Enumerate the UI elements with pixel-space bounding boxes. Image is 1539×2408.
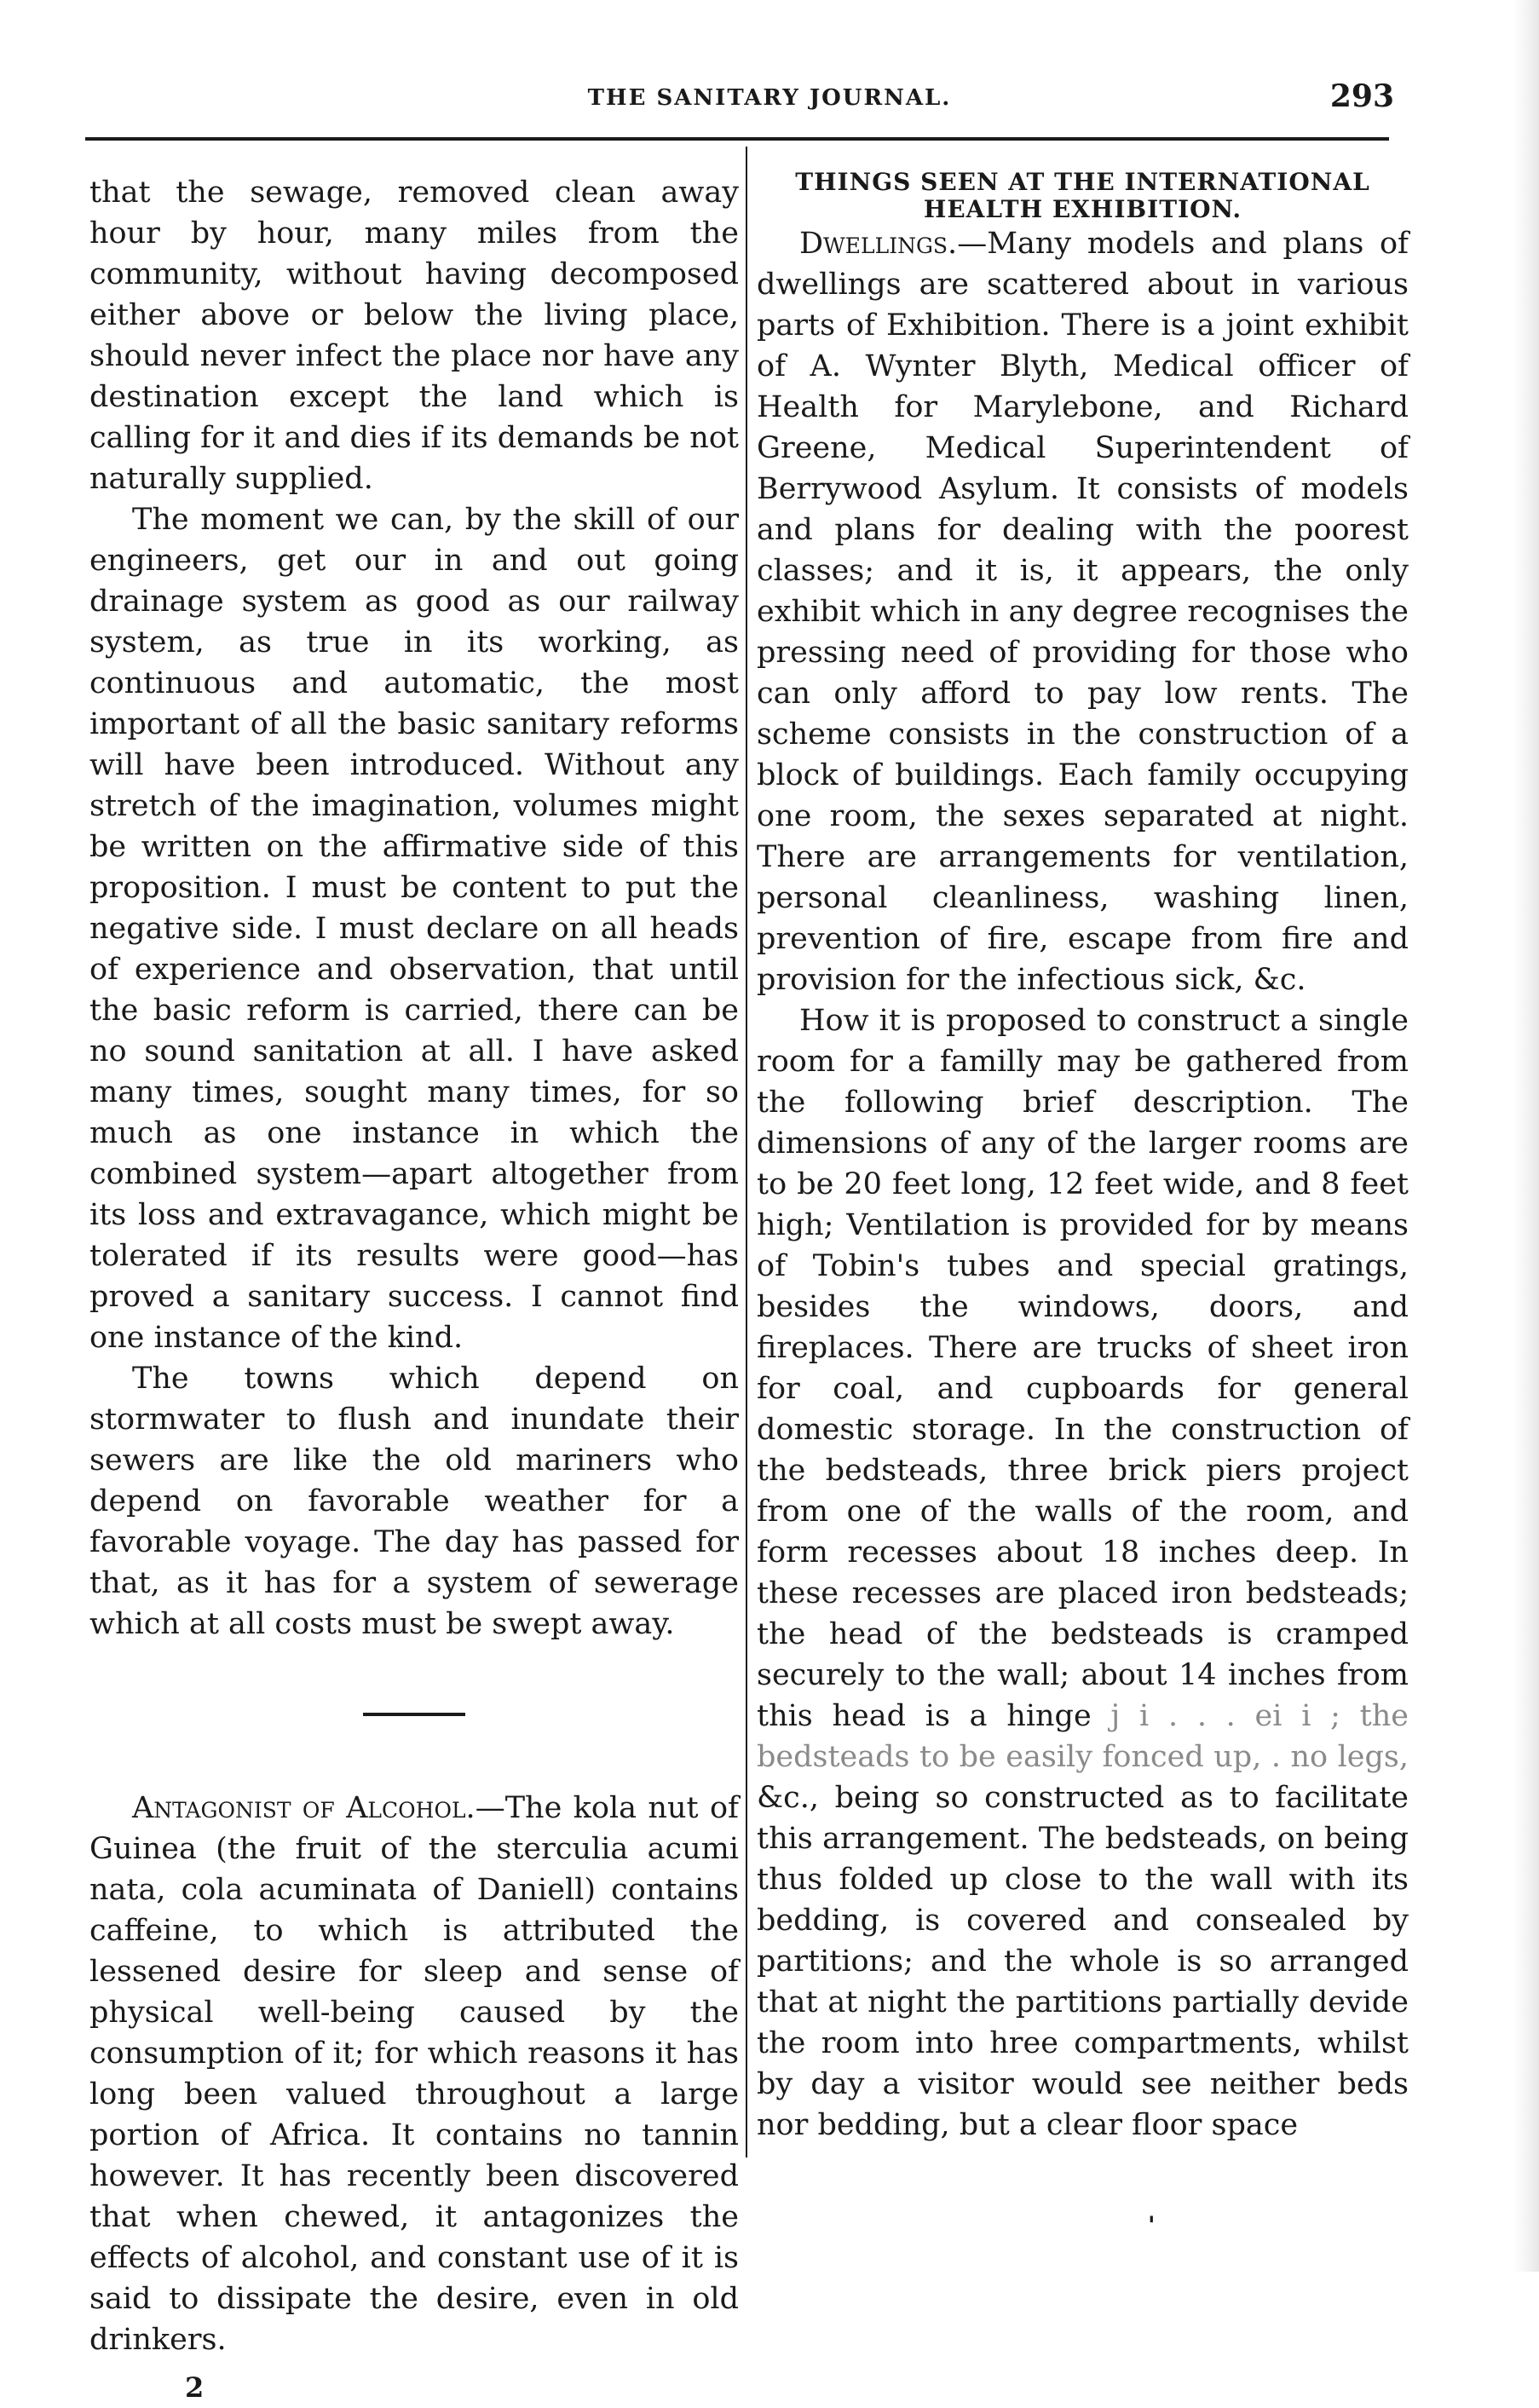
paragraph: The towns which depend on stormwater to flush and inundate their sewers are like the old mariners who depend on favorable weather for a favorable voyage. The day has passed for that, as it has for a system of sewerage which at all costs must be swept away.: [89, 1362, 739, 1641]
paragraph-text: &c., being so constructed as to facilitate this arrangement. The bedsteads, on being thus folded up close to the wall with its bedding, is covered and consealed by partitions; and the whole is so arranged that at night the partitions partially devide the room into hree compartments, whilst by day a visitor would see neither beds nor bedding, but a clear floor space: [757, 1781, 1409, 2142]
page-number: 293: [1329, 78, 1394, 114]
section-divider: [363, 1713, 465, 1716]
paragraph-text: How it is proposed to construct a single room for a familly may be gathered from the following brief description. The dimensions of any of the larger rooms are to be 20 feet long, 12 feet wide, and 8 feet high; Ventilation is provided for by means of Tobin's tubes and special gratings, besides the windows, doors, and fireplaces. There are trucks of sheet iron for coal, and cupboards for general domestic storage. In the construction of the bedsteads, three brick piers project from one of the walls of the room, and form recesses about 18 inches deep. In these recesses are placed iron bedsteads; the head of the bedsteads is cramped securely to the wall; about 14 inches from this head is a hinge: [757, 1004, 1409, 1733]
column-divider: [746, 147, 747, 2157]
antagonist-body: —The kola nut of Guinea (the fruit of the sterculia acumi nata, cola acuminata of Daniell) contains caffeine, to which is attributed the lessened desire for sleep and sense of physical well-being caused by the consumption of it; for which reasons it has long been valued throughout a large portion of Africa. It contains no tannin however. It has recently been discovered that when chewed, it antagonizes the effects of alcohol, and constant use of it is said to dissipate the desire, even in old drinkers.: [89, 1791, 739, 2357]
signature-mark: 2: [185, 2371, 205, 2404]
running-head: THE SANITARY JOURNAL.: [587, 85, 952, 111]
header-rule: [85, 137, 1389, 141]
paragraph: The moment we can, by the skill of our engineers, get our in and out going drainage system as good as our railway system, as true in its working, as continuous and automatic, the most important of all the basic sanitary reforms will have been introduced. Without any stretch of the imagination, volumes might be written on the affirmative side of this proposition. I must be content to put the negative side. I must declare on all heads of experience and observation, that until the basic reform is carried, there can be no sound sanitation at all. I have asked many times, sought many times, for so much as one instance in which the combined system—apart altogether from its loss and extravagance, which might be tolerated if its results were good—has proved a sanitary success. I cannot find one instance of the kind.: [89, 503, 739, 1355]
dwellings-paragraph: [757, 223, 1409, 1000]
paragraph: [757, 1000, 1409, 2146]
antagonist-lead: Antagonist of Alcohol.: [132, 1791, 476, 1825]
dwellings-lead: Dwellings.: [799, 227, 958, 261]
stray-mark: ': [1148, 2211, 1156, 2239]
faded-text: j i . . . ei i ; the bedsteads to be easily fonced up, . no legs,: [757, 1699, 1409, 1774]
paragraph: that the sewage, removed clean away hour by hour, many miles from the community, without having decomposed either above or below the living place, should never infect the place nor have any destination except the land which is calling for it and dies if its demands be not naturally supplied.: [89, 176, 739, 496]
page-edge-shadow: [1513, 0, 1539, 2272]
article-title: THINGS SEEN AT THE INTERNATIONAL HEALTH EXHIBITION.: [795, 168, 1370, 223]
dwellings-body: —Many models and plans of dwellings are scattered about in various parts of Exhibition. There is a joint exhibit of A. Wynter Blyth, Medical officer of Health for Marylebone, and Richard Greene, Medical Superintendent of Berrywood Asylum. It consists of models and plans for dealing with the poorest classes; and it is, it appears, the only exhibit which in any degree recognises the pressing need of providing for those who can only afford to pay low rents. The scheme consists in the construction of a block of buildings. Each family occupying one room, the sexes separated at night. There are arrangements for ventilation, personal cleanliness, washing linen, prevention of fire, escape from fire and provision for the infectious sick, &c.: [757, 227, 1409, 997]
antagonist-paragraph: [89, 1788, 739, 2360]
left-column: [89, 172, 739, 2408]
right-column: [757, 169, 1409, 2146]
